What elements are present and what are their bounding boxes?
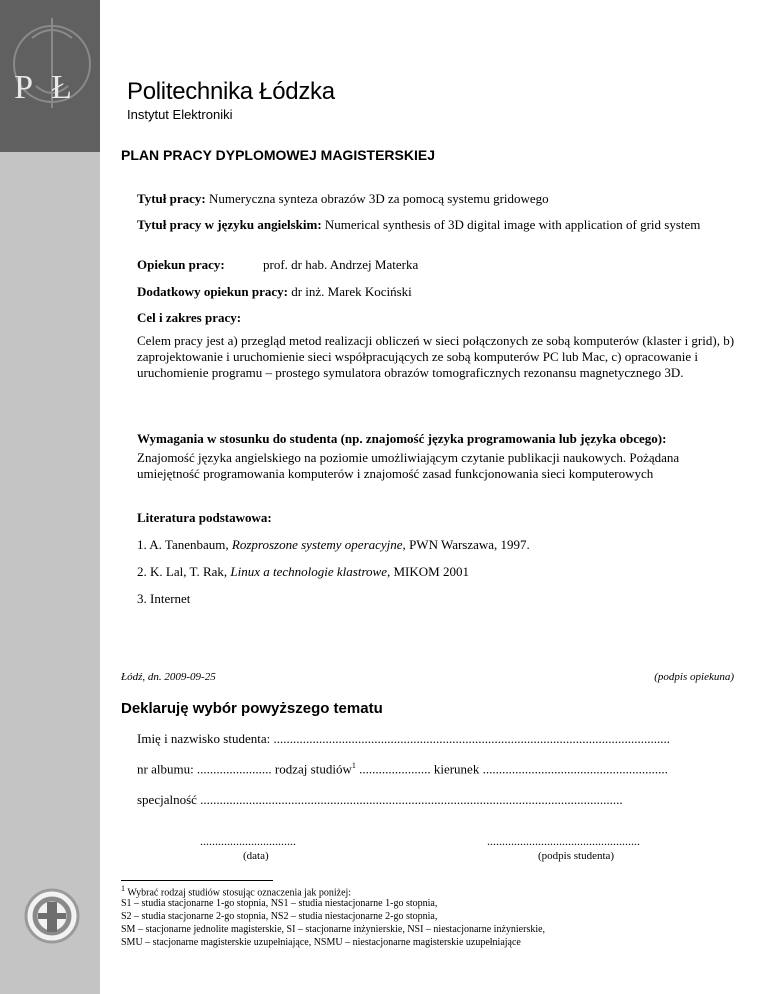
requirements-text: Znajomość języka angielskiego na poziomie umożliwiającym czytanie publikacji naukowych. Pożądana umiejętność programowania komputerów i znajomość zasad funkcjonowania sieci komputerowych [137,450,680,481]
major-field[interactable]: ...................... kierunek ......................................................... [355,761,668,777]
institute-name: Instytut Elektroniki [127,107,233,122]
student-signature-line[interactable]: ................................................... [487,834,640,848]
literature-item-title: Rozproszone systemy operacyjne, [231,537,406,552]
thesis-title-en-row [137,217,737,233]
supervisor-signature-label: (podpis opiekuna) [654,671,734,683]
literature-item-publisher: PWN Warszawa, 1997. [405,537,530,552]
co-supervisor-value: dr inż. Marek Kociński [291,284,412,299]
literature-label: Literatura podstawowa: [137,510,272,525]
literature-item-authors: 2. K. Lal, T. Rak, [137,564,231,579]
footnote-marker: 1 [121,884,125,893]
thesis-title-label: Tytuł pracy: [137,191,206,206]
literature-item-authors: 1. A. Tanenbaum, [137,537,232,552]
album-field[interactable]: nr albumu: ....................... rodzaj studiów [137,761,352,777]
footnote-line: S2 – studia stacjonarne 2-go stopnia, NS2 – studia niestacjonarne 2-go stopnia, [121,911,438,922]
date-signature-line[interactable]: ................................ [200,834,296,848]
university-logo [6,8,98,126]
supervisor-row [137,257,418,273]
logo-letters: PŁ [14,69,90,106]
footnote-rule [121,880,273,881]
footnote-text: Wybrać rodzaj studiów stosując oznaczenia jak poniżej: [127,887,352,899]
supervisor-value: prof. dr hab. Andrzej Materka [263,257,419,272]
footnote-line: SM – stacjonarne jednolite magisterskie, SI – stacjonarne inżynierskie, NSI – niestacjonarne inżynierskie, [121,924,546,935]
university-name: Politechnika Łódzka [127,78,335,105]
footnote-line [121,884,351,898]
thesis-title-value: Numeryczna synteza obrazów 3D za pomocą systemu gridowego [208,191,549,206]
declaration-heading: Deklaruję wybór powyższego tematu [121,700,383,717]
literature-item [137,591,190,607]
student-signature-label: (podpis studenta) [538,850,615,862]
literature-item [137,564,469,580]
supervisor-label: Opiekun pracy: [137,257,225,272]
literature-item-publisher: MIKOM 2001 [390,564,469,579]
requirements-label: Wymagania w stosunku do studenta (np. znajomość języka programowania lub języka obcego): [137,431,667,446]
date-label: (data) [243,850,269,862]
thesis-title-en-value: Numerical synthesis of 3D digital image with application of grid system [324,217,701,232]
thesis-title-row [137,191,549,207]
goal-text: Celem pracy jest a) przegląd metod realizacji obliczeń w sieci połączonych ze sobą komputerów (klaster i grid), b) zaprojektowanie i uruchomienie sieci współpracujących ze sobą komputerów PC lub Mac, c) opracowanie i uruchomienie programu – prostego symulatora obrazów tomograficznych rezonansu magnetycznego 3D. [137,333,735,380]
footnote-line: S1 – studia stacjonarne 1-go stopnia, NS1 – studia niestacjonarne 1-go stopnia, [121,898,438,909]
co-supervisor-label: Dodatkowy opiekun pracy: [137,284,288,299]
footnote-ref: 1 [351,761,356,770]
album-row[interactable] [137,761,668,777]
footnote-line: SMU – stacjonarne magisterskie uzupełniające, NSMU – niestacjonarne magisterskie uzupełniające [121,937,521,948]
literature-item [137,537,530,553]
literature-item-title: Linux a technologie klastrowe, [230,564,391,579]
document-title: PLAN PRACY DYPLOMOWEJ MAGISTERSKIEJ [121,147,436,163]
student-name-field[interactable]: Imię i nazwisko studenta: .......................................................................................................................... [137,731,670,746]
thesis-title-en-label: Tytuł pracy w języku angielskim: [137,217,322,232]
institute-logo [24,888,80,944]
goal-label: Cel i zakres pracy: [137,310,242,325]
place-date: Łódź, dn. 2009-09-25 [121,671,216,683]
co-supervisor-row [137,284,412,300]
literature-item-authors: 3. Internet [137,591,191,606]
specialization-field[interactable]: specjalność .................................................................................................................................. [137,792,623,807]
